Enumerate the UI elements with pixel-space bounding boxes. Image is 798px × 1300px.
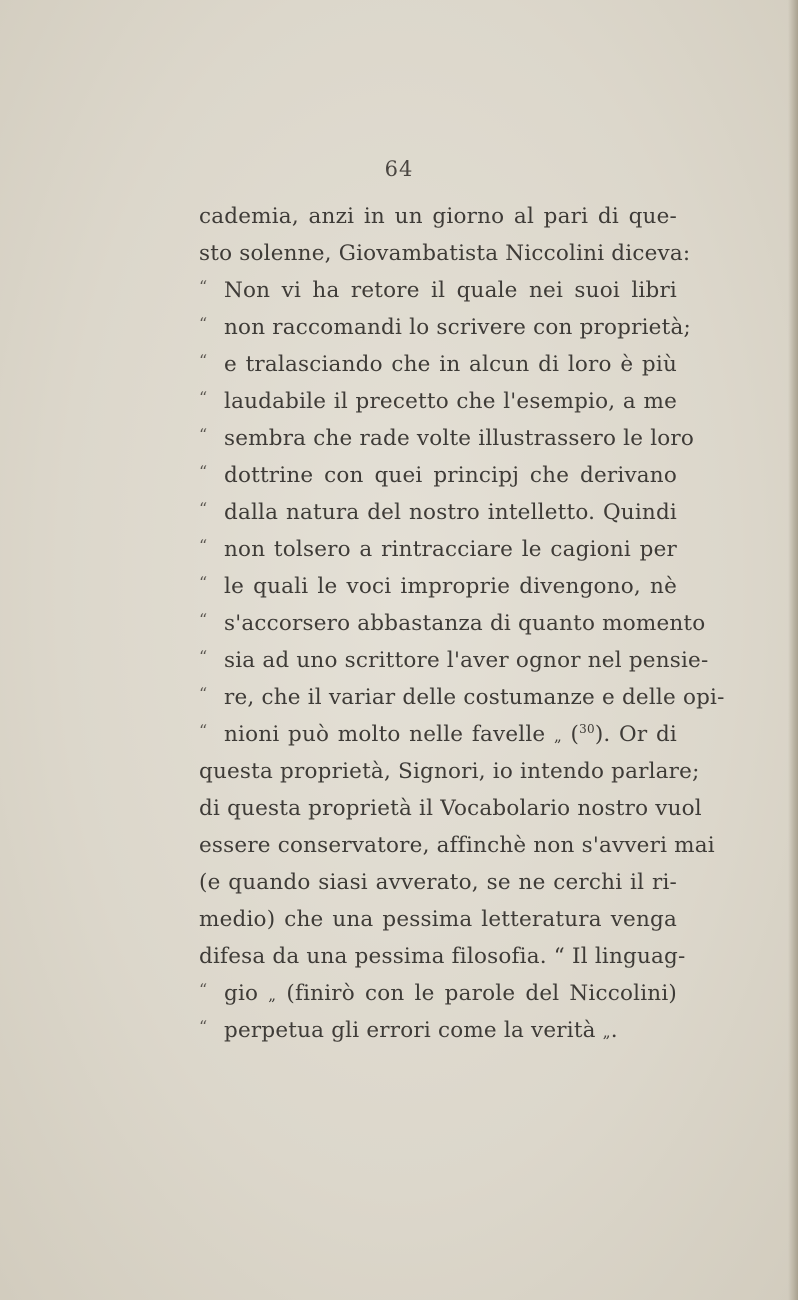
line-text: e tralasciando che in alcun di loro è più bbox=[224, 352, 677, 377]
text-line-17: di questa proprietà il Vocabolario nostro vuol bbox=[199, 796, 702, 821]
line-text bbox=[224, 1018, 618, 1043]
page-edge bbox=[788, 0, 798, 1300]
closing-quote-mark: „ bbox=[268, 986, 277, 1004]
quote-mark: “ bbox=[199, 462, 208, 481]
text-line-5 bbox=[199, 346, 677, 383]
quote-mark: “ bbox=[199, 536, 208, 555]
text-line-22 bbox=[199, 975, 677, 1012]
line-text-start: nioni può molto nelle favelle bbox=[224, 722, 554, 747]
quote-mark: “ bbox=[199, 721, 208, 740]
quote-mark: “ bbox=[199, 314, 208, 333]
text-line-2: sto solenne, Giovambatista Niccolini diceva: bbox=[199, 241, 691, 266]
line-text: sembra che rade volte illustrassero le loro bbox=[224, 426, 695, 451]
text-line-11 bbox=[199, 568, 677, 605]
quote-mark: “ bbox=[199, 980, 208, 999]
closing-quote-mark: „ bbox=[602, 1023, 611, 1041]
line-text: dalla natura del nostro intelletto. Quindi bbox=[224, 500, 677, 525]
quote-mark: “ bbox=[199, 351, 208, 370]
line-text: sia ad uno scrittore l'aver ognor nel pensie- bbox=[224, 648, 709, 673]
line-text: le quali le voci improprie divengono, nè bbox=[224, 574, 677, 599]
line-text: non tolsero a rintracciare le cagioni per bbox=[224, 537, 677, 562]
paren-open: ( bbox=[561, 722, 580, 747]
text-line-23 bbox=[199, 1012, 677, 1049]
line-text: Non vi ha retore il quale nei suoi libri bbox=[224, 278, 677, 303]
text-line-20: medio) che una pessima letteratura venga bbox=[199, 907, 677, 932]
line-text-start: gio bbox=[224, 981, 269, 1006]
quote-mark: “ bbox=[199, 610, 208, 629]
text-line-18: essere conservatore, affinchè non s'avveri mai bbox=[199, 833, 715, 858]
quote-mark: “ bbox=[199, 425, 208, 444]
line-text-end: . bbox=[610, 1018, 618, 1043]
text-line-1: cademia, anzi in un giorno al pari di que- bbox=[199, 204, 677, 229]
line-text-start: perpetua gli errori come la verità bbox=[224, 1018, 603, 1043]
text-line-15 bbox=[199, 716, 677, 753]
quote-mark: “ bbox=[199, 1017, 208, 1036]
line-text: re, che il variar delle costumanze e delle opi- bbox=[224, 685, 725, 710]
line-text: non raccomandi lo scrivere con proprietà; bbox=[224, 315, 691, 340]
text-line-21: difesa da una pessima filosofia. “ Il linguag- bbox=[199, 944, 686, 969]
text-line-7 bbox=[199, 420, 695, 457]
quote-mark: “ bbox=[199, 573, 208, 592]
line-text bbox=[224, 722, 677, 747]
line-text: laudabile il precetto che l'esempio, a me bbox=[224, 389, 677, 414]
text-line-10 bbox=[199, 531, 677, 568]
quote-mark: “ bbox=[199, 684, 208, 703]
line-text: s'accorsero abbastanza di quanto momento bbox=[224, 611, 706, 636]
text-line-4 bbox=[199, 309, 691, 346]
quote-mark: “ bbox=[199, 388, 208, 407]
text-line-16: questa proprietà, Signori, io intendo parlare; bbox=[199, 759, 700, 784]
text-line-14 bbox=[199, 679, 725, 716]
footnote-reference: 30 bbox=[579, 721, 595, 736]
body-text bbox=[199, 198, 725, 1049]
text-line-13 bbox=[199, 642, 709, 679]
text-line-19: (e quando siasi avverato, se ne cerchi il ri- bbox=[199, 870, 677, 895]
line-text-end: ). Or di bbox=[594, 722, 677, 747]
line-text bbox=[224, 981, 677, 1006]
quote-mark: “ bbox=[199, 277, 208, 296]
text-line-3 bbox=[199, 272, 677, 309]
text-line-6 bbox=[199, 383, 677, 420]
closing-quote-mark: „ bbox=[553, 727, 562, 745]
line-text-end: (finirò con le parole del Niccolini) bbox=[276, 981, 677, 1006]
quote-mark: “ bbox=[199, 647, 208, 666]
line-text: dottrine con quei principj che derivano bbox=[224, 463, 677, 488]
quote-mark: “ bbox=[199, 499, 208, 518]
text-line-8 bbox=[199, 457, 677, 494]
page-number: 64 bbox=[384, 157, 414, 181]
text-line-9 bbox=[199, 494, 677, 531]
text-line-12 bbox=[199, 605, 706, 642]
